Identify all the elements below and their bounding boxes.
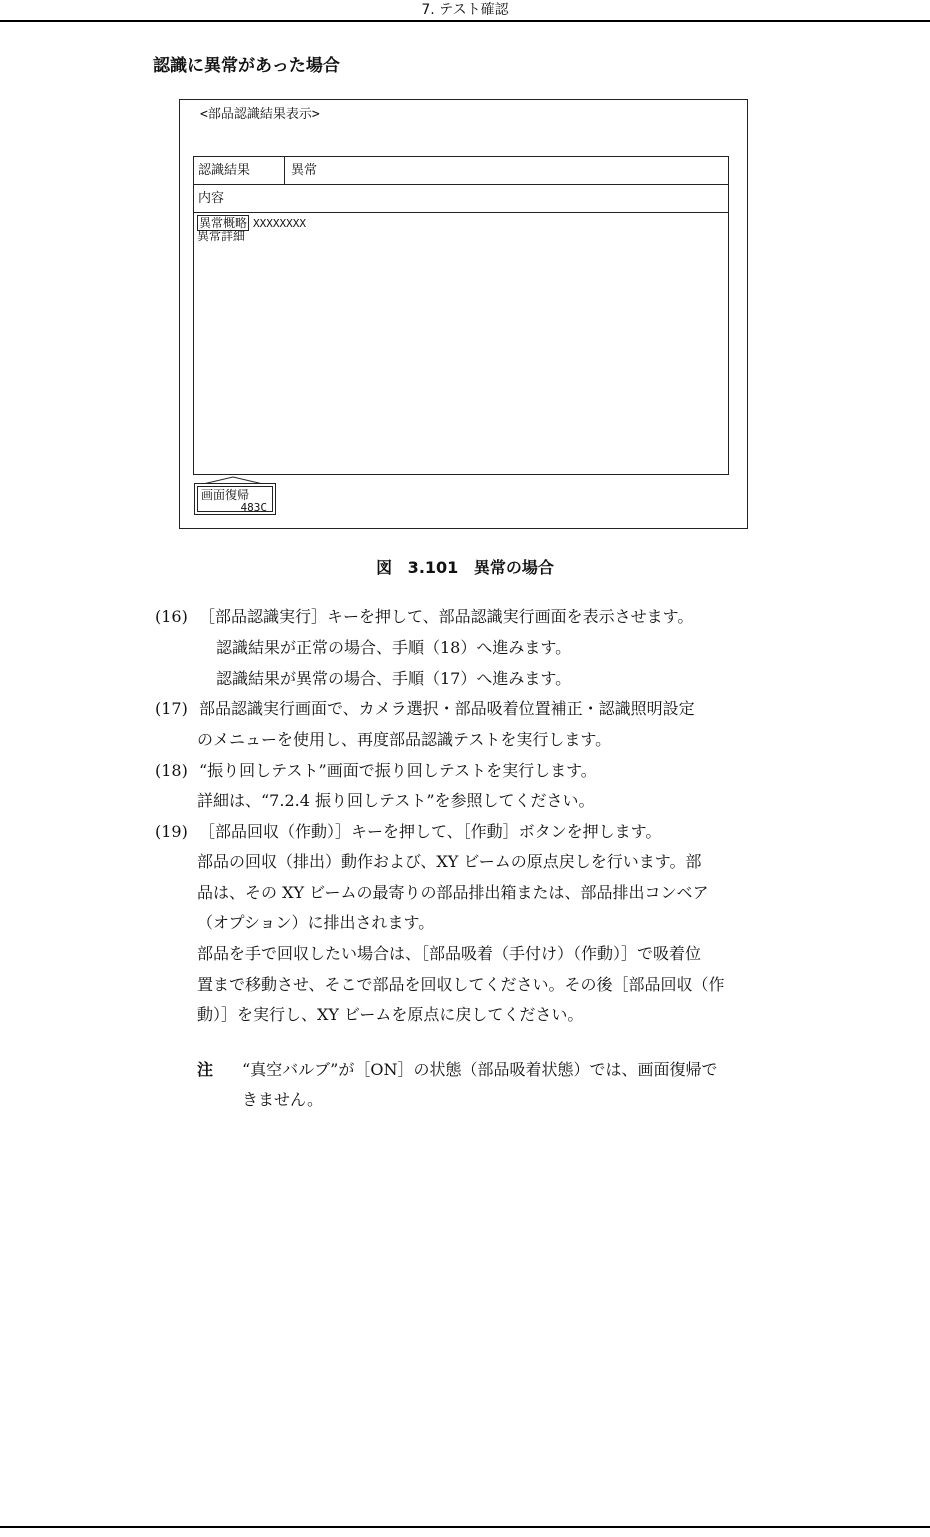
step-16-sub2: 認識結果が異常の場合、手順（17）へ進みます。 (216, 669, 572, 688)
step-16-text: ［部品認識実行］キーを押して、部品認識実行画面を表示させます。 (199, 607, 694, 626)
step-19-p1-line1: 部品の回収（排出）動作および、XY ビームの原点戻しを行います。部 (197, 852, 702, 871)
step-19-p2-line3: 動）］を実行し、XY ビームを原点に戻してください。 (197, 1005, 584, 1024)
figure-caption: 図 3.101 異常の場合 (376, 558, 554, 577)
note-text (242, 1055, 832, 1115)
recognition-result-screen (179, 99, 748, 529)
note-label: 注 (197, 1060, 214, 1079)
content-row (194, 185, 728, 213)
header-rule (0, 20, 930, 22)
result-table (193, 156, 729, 475)
step-19-p1-line2: 品は、その XY ビームの最寄りの部品排出箱または、部品排出コンベア (197, 883, 709, 902)
content-area (194, 213, 728, 474)
note-line1: “真空バルブ”が［ON］の状態（部品吸着状態）では、画面復帰で (242, 1060, 718, 1079)
result-label: 認識結果 (198, 163, 251, 178)
result-value: 異常 (291, 163, 318, 178)
detail-summary-label: 異常概略 (199, 216, 248, 230)
step-16-number: (16) (155, 607, 188, 626)
note-line2: きません。 (242, 1090, 323, 1109)
footer-rule (0, 1526, 930, 1528)
restore-screen-button[interactable] (194, 483, 276, 515)
button-tab-icon (203, 476, 263, 484)
step-17-number: (17) (155, 699, 188, 718)
step-19-p1-line3: （オプション）に排出されます。 (197, 913, 435, 932)
result-divider (284, 157, 285, 184)
restore-button-code: 483C (240, 501, 267, 514)
restore-button-label: 画面復帰 (201, 488, 250, 502)
step-19-text: ［部品回収（作動）］キーを押して、［作動］ボタンを押します。 (199, 822, 662, 841)
step-19-p2-line2: 置まで移動させ、そこで部品を回収してください。その後［部品回収（作 (197, 975, 725, 994)
section-heading: 認識に異常があった場合 (153, 56, 340, 76)
result-row (194, 157, 728, 185)
detail-detail-label: 異常詳細 (197, 229, 246, 243)
step-18-number: (18) (155, 761, 188, 780)
page-header-title: 7. テスト確認 (421, 2, 509, 18)
step-17-text-line1: 部品認識実行画面で、カメラ選択・部品吸着位置補正・認識照明設定 (199, 699, 695, 718)
step-16-sub1: 認識結果が正常の場合、手順（18）へ進みます。 (216, 638, 572, 657)
step-19-number: (19) (155, 822, 188, 841)
detail-summary-value: XXXXXXXX (253, 217, 306, 230)
step-17-text-line2: のメニューを使用し、再度部品認識テストを実行します。 (197, 730, 612, 749)
restore-button-inner (197, 486, 273, 512)
step-18-sub: 詳細は、“7.2.4 振り回しテスト”を参照してください。 (197, 791, 595, 810)
content-label: 内容 (198, 191, 225, 206)
step-19-p2-line1: 部品を手で回収したい場合は、［部品吸着（手付け）（作動）］で吸着位 (197, 944, 702, 963)
step-18-text: “振り回しテスト”画面で振り回しテストを実行します。 (199, 761, 597, 780)
screen-title: <部品認識結果表示> (200, 107, 320, 122)
